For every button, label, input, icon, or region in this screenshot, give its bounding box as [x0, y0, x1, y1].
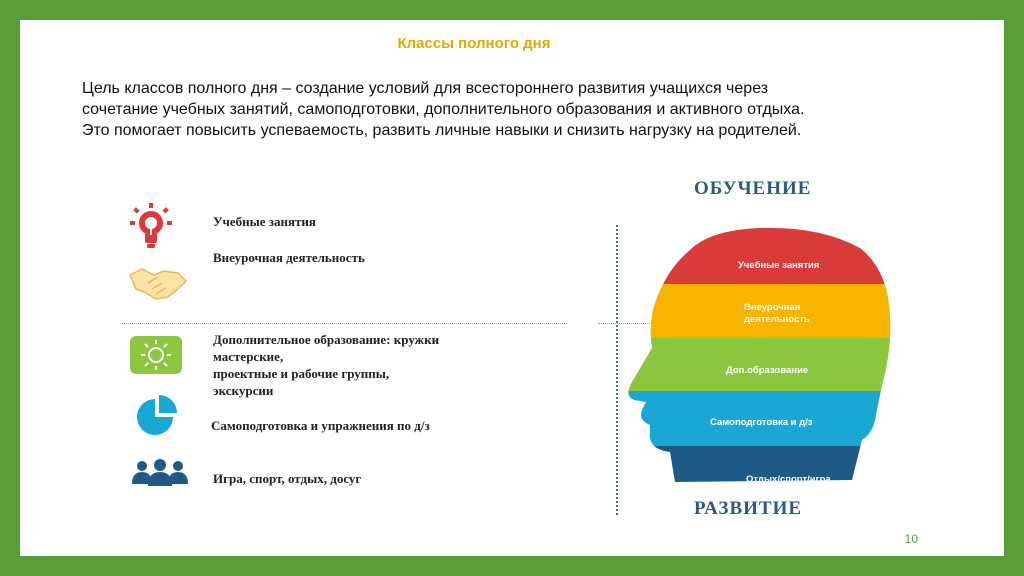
- divider-line: [122, 323, 567, 324]
- top-label: ОБУЧЕНИЕ: [694, 178, 812, 199]
- page-number: 10: [904, 532, 918, 546]
- lightbulb-icon: [128, 203, 174, 251]
- sun-icon: [130, 336, 182, 374]
- item-label-line: мастерские,: [213, 349, 284, 364]
- layer-label: деятельность: [744, 314, 810, 325]
- item-label-line: экскурсии: [213, 383, 274, 398]
- item-label-line: проектные и рабочие группы,: [213, 366, 390, 381]
- layer-label: Учебные занятия: [738, 260, 820, 271]
- intro-text: [82, 78, 962, 141]
- slide: [20, 20, 1004, 556]
- item-label: Учебные занятия: [213, 214, 316, 229]
- item-label: Игра, спорт, отдых, досуг: [213, 471, 362, 486]
- layer-label: Самоподготовка и д/з: [710, 417, 813, 428]
- item-label-line: Дополнительное образование: кружки: [213, 332, 440, 347]
- pie-chart-icon: [134, 395, 180, 435]
- handshake-icon: [128, 263, 188, 303]
- layer-label: Доп.образование: [726, 365, 809, 376]
- head-layer-1: [620, 220, 900, 284]
- head-diagram: [620, 220, 900, 510]
- intro-line: Это помогает повысить успеваемость, развить личные навыки и снизить нагрузку на родителей.: [82, 122, 802, 139]
- people-icon: [132, 458, 188, 486]
- item-label-block: [213, 331, 439, 399]
- intro-line: сочетание учебных занятий, самоподготовки, дополнительного образования и активного отдыха.: [82, 101, 805, 118]
- bottom-label: РАЗВИТИЕ: [694, 498, 803, 519]
- vertical-axis-line: [616, 225, 618, 515]
- layer-label: Внеурочная: [744, 302, 801, 313]
- item-label: Самоподготовка и упражнения по д/з: [211, 418, 430, 433]
- layer-label: Отдых/спорт/игра: [746, 474, 831, 485]
- slide-title: Классы полного дня: [397, 35, 551, 52]
- item-label: Внеурочная деятельность: [213, 250, 365, 265]
- intro-line: Цель классов полного дня – создание условий для всестороннего развития учащихся через: [82, 80, 769, 97]
